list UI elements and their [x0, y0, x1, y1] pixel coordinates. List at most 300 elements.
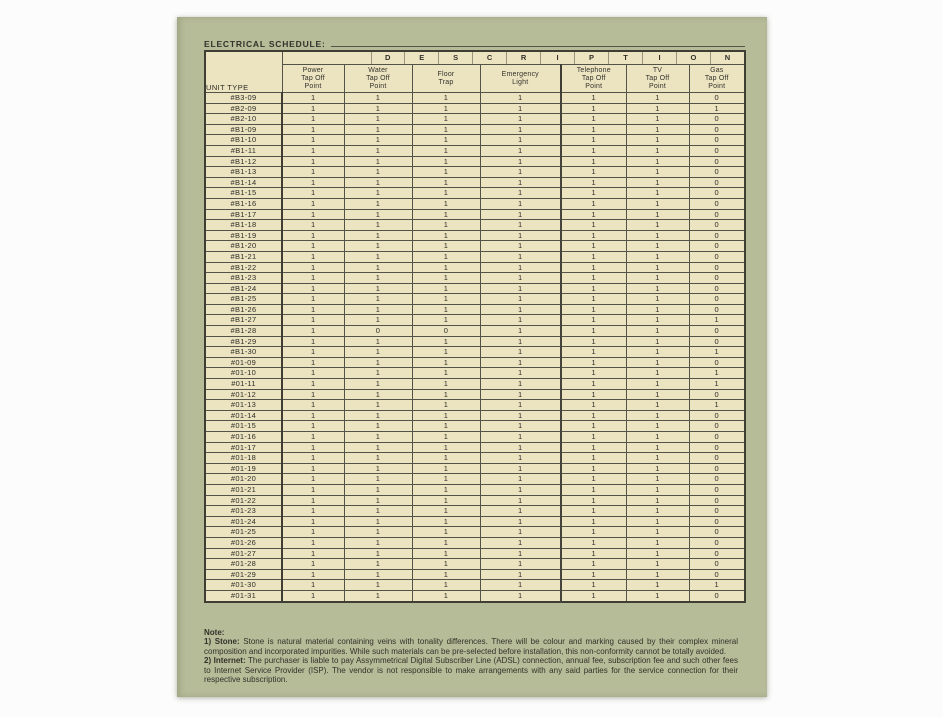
value-cell: 1 — [626, 103, 689, 114]
value-cell: 1 — [344, 495, 412, 506]
value-cell: 1 — [626, 389, 689, 400]
value-cell: 1 — [282, 347, 344, 358]
unit-type-cell: #B1-18 — [205, 220, 282, 231]
value-cell: 1 — [561, 135, 626, 146]
value-cell: 1 — [480, 103, 561, 114]
note-item-stone — [204, 637, 738, 656]
value-cell: 1 — [412, 368, 480, 379]
column-header-power-tap-off-point: Power Tap Off Point — [282, 65, 344, 93]
unit-type-cell: #B1-16 — [205, 198, 282, 209]
value-cell: 1 — [282, 569, 344, 580]
unit-type-cell: #B2-09 — [205, 103, 282, 114]
value-cell: 1 — [561, 569, 626, 580]
title-row — [204, 39, 745, 49]
value-cell: 1 — [412, 262, 480, 273]
value-cell: 1 — [282, 188, 344, 199]
value-cell: 0 — [689, 124, 745, 135]
value-cell: 1 — [626, 569, 689, 580]
table-row — [205, 548, 745, 559]
value-cell: 1 — [344, 188, 412, 199]
value-cell: 1 — [344, 432, 412, 443]
unit-type-cell: #01-09 — [205, 357, 282, 368]
value-cell: 1 — [344, 304, 412, 315]
table-row — [205, 432, 745, 443]
unit-type-cell: #01-28 — [205, 559, 282, 570]
column-header-gas-tap-off-point: Gas Tap Off Point — [689, 65, 745, 93]
value-cell: 1 — [282, 548, 344, 559]
value-cell: 0 — [689, 135, 745, 146]
value-cell: 1 — [480, 453, 561, 464]
table-row — [205, 569, 745, 580]
value-cell: 1 — [480, 527, 561, 538]
value-cell: 1 — [282, 145, 344, 156]
column-header-water-tap-off-point: Water Tap Off Point — [344, 65, 412, 93]
value-cell: 1 — [282, 177, 344, 188]
value-cell: 1 — [689, 103, 745, 114]
value-cell: 1 — [626, 220, 689, 231]
value-cell: 1 — [282, 209, 344, 220]
unit-type-header: UNIT TYPE — [205, 51, 282, 93]
value-cell: 1 — [412, 389, 480, 400]
table-row — [205, 294, 745, 305]
value-cell: 0 — [689, 463, 745, 474]
value-cell: 1 — [412, 432, 480, 443]
value-cell: 1 — [412, 294, 480, 305]
value-cell: 1 — [282, 400, 344, 411]
description-header-row — [205, 51, 745, 65]
value-cell: 0 — [689, 145, 745, 156]
description-letter: C — [472, 52, 506, 64]
value-cell: 1 — [344, 400, 412, 411]
value-cell: 1 — [344, 114, 412, 125]
value-cell: 1 — [282, 283, 344, 294]
value-cell: 1 — [344, 379, 412, 390]
value-cell: 1 — [412, 590, 480, 601]
value-cell: 1 — [626, 93, 689, 104]
value-cell: 1 — [561, 400, 626, 411]
value-cell: 1 — [626, 304, 689, 315]
value-cell: 1 — [480, 135, 561, 146]
unit-type-cell: #01-21 — [205, 484, 282, 495]
value-cell: 1 — [412, 347, 480, 358]
value-cell: 1 — [689, 315, 745, 326]
value-cell: 1 — [412, 251, 480, 262]
unit-type-cell: #B1-26 — [205, 304, 282, 315]
value-cell: 1 — [344, 251, 412, 262]
value-cell: 1 — [480, 241, 561, 252]
value-cell: 1 — [480, 357, 561, 368]
value-cell: 1 — [344, 559, 412, 570]
value-cell: 1 — [561, 167, 626, 178]
value-cell: 1 — [412, 559, 480, 570]
value-cell: 1 — [282, 527, 344, 538]
value-cell: 1 — [282, 262, 344, 273]
value-cell: 1 — [480, 432, 561, 443]
value-cell: 0 — [689, 569, 745, 580]
unit-type-cell: #B1-27 — [205, 315, 282, 326]
value-cell: 1 — [412, 463, 480, 474]
value-cell: 1 — [412, 537, 480, 548]
value-cell: 1 — [561, 251, 626, 262]
value-cell: 1 — [282, 368, 344, 379]
value-cell: 0 — [689, 474, 745, 485]
value-cell: 1 — [561, 421, 626, 432]
unit-type-cell: #01-13 — [205, 400, 282, 411]
value-cell: 1 — [480, 167, 561, 178]
table-row — [205, 516, 745, 527]
value-cell: 0 — [689, 241, 745, 252]
value-cell: 1 — [344, 516, 412, 527]
column-header-telephone-tap-off-point: Telephone Tap Off Point — [561, 65, 626, 93]
table-row — [205, 273, 745, 284]
unit-type-cell: #B1-11 — [205, 145, 282, 156]
value-cell: 1 — [626, 273, 689, 284]
value-cell: 1 — [480, 516, 561, 527]
table-row — [205, 527, 745, 538]
value-cell: 1 — [561, 209, 626, 220]
value-cell: 1 — [626, 495, 689, 506]
value-cell: 1 — [412, 135, 480, 146]
unit-type-cell: #B1-17 — [205, 209, 282, 220]
value-cell: 1 — [344, 347, 412, 358]
value-cell: 1 — [626, 442, 689, 453]
value-cell: 1 — [480, 389, 561, 400]
value-cell: 1 — [412, 527, 480, 538]
value-cell: 1 — [480, 145, 561, 156]
value-cell: 1 — [282, 559, 344, 570]
value-cell: 1 — [282, 474, 344, 485]
unit-type-cell: #01-15 — [205, 421, 282, 432]
table-row — [205, 326, 745, 337]
value-cell: 1 — [344, 410, 412, 421]
value-cell: 1 — [480, 506, 561, 517]
value-cell: 0 — [689, 516, 745, 527]
table-row — [205, 389, 745, 400]
table-row — [205, 188, 745, 199]
unit-type-cell: #B3-09 — [205, 93, 282, 104]
value-cell: 1 — [626, 516, 689, 527]
value-cell: 1 — [561, 357, 626, 368]
table-row — [205, 400, 745, 411]
value-cell: 1 — [282, 389, 344, 400]
table-row — [205, 559, 745, 570]
value-cell: 1 — [282, 304, 344, 315]
unit-type-cell: #01-10 — [205, 368, 282, 379]
value-cell: 1 — [480, 304, 561, 315]
note-stone-text: Stone is natural material containing veins with tonality differences. There will be colour and marking caused by their complex mineral composition and incorporated impurities. While such materials can be pre-selected before installation, this non-conformity cannot be totally avoided. — [204, 637, 738, 656]
value-cell: 1 — [412, 241, 480, 252]
value-cell: 0 — [689, 230, 745, 241]
value-cell: 1 — [480, 209, 561, 220]
value-cell: 1 — [480, 463, 561, 474]
value-cell: 1 — [344, 548, 412, 559]
table-row — [205, 177, 745, 188]
value-cell: 1 — [689, 379, 745, 390]
table-row — [205, 156, 745, 167]
value-cell: 1 — [626, 315, 689, 326]
value-cell: 1 — [561, 379, 626, 390]
description-header-cell — [282, 51, 745, 65]
unit-type-cell: #B1-25 — [205, 294, 282, 305]
value-cell: 1 — [282, 220, 344, 231]
value-cell: 1 — [282, 495, 344, 506]
unit-type-cell: #01-29 — [205, 569, 282, 580]
value-cell: 1 — [344, 442, 412, 453]
value-cell: 1 — [626, 506, 689, 517]
value-cell: 0 — [689, 326, 745, 337]
table-row — [205, 580, 745, 591]
table-row — [205, 315, 745, 326]
column-header-emergency-light: Emergency Light — [480, 65, 561, 93]
value-cell: 1 — [344, 453, 412, 464]
value-cell: 1 — [344, 262, 412, 273]
value-cell: 1 — [282, 453, 344, 464]
value-cell: 1 — [561, 347, 626, 358]
value-cell: 1 — [480, 580, 561, 591]
value-cell: 1 — [412, 114, 480, 125]
value-cell: 1 — [561, 177, 626, 188]
table-row — [205, 590, 745, 601]
value-cell: 1 — [344, 294, 412, 305]
value-cell: 1 — [412, 495, 480, 506]
value-cell: 1 — [626, 198, 689, 209]
table-row — [205, 368, 745, 379]
unit-type-cell: #B1-21 — [205, 251, 282, 262]
value-cell: 1 — [561, 315, 626, 326]
value-cell: 1 — [282, 315, 344, 326]
value-cell: 1 — [344, 93, 412, 104]
column-header-tv-tap-off-point: TV Tap Off Point — [626, 65, 689, 93]
unit-type-cell: #01-12 — [205, 389, 282, 400]
table-row — [205, 230, 745, 241]
value-cell: 1 — [412, 506, 480, 517]
value-cell: 0 — [689, 262, 745, 273]
unit-type-cell: #B1-19 — [205, 230, 282, 241]
value-cell: 1 — [282, 114, 344, 125]
value-cell: 0 — [689, 590, 745, 601]
value-cell: 1 — [626, 559, 689, 570]
value-cell: 1 — [480, 188, 561, 199]
value-cell: 1 — [626, 580, 689, 591]
value-cell: 1 — [412, 410, 480, 421]
value-cell: 1 — [344, 156, 412, 167]
value-cell: 1 — [626, 347, 689, 358]
value-cell: 1 — [626, 432, 689, 443]
unit-type-cell: #B1-23 — [205, 273, 282, 284]
value-cell: 0 — [689, 156, 745, 167]
value-cell: 1 — [626, 357, 689, 368]
value-cell: 1 — [626, 453, 689, 464]
value-cell: 1 — [561, 283, 626, 294]
unit-type-cell: #01-25 — [205, 527, 282, 538]
value-cell: 0 — [689, 537, 745, 548]
value-cell: 1 — [626, 262, 689, 273]
value-cell: 1 — [561, 230, 626, 241]
table-row — [205, 251, 745, 262]
value-cell: 1 — [344, 273, 412, 284]
value-cell: 1 — [561, 220, 626, 231]
schedule-title: ELECTRICAL SCHEDULE: — [204, 39, 326, 49]
value-cell: 1 — [344, 357, 412, 368]
value-cell: 1 — [561, 389, 626, 400]
value-cell: 1 — [412, 198, 480, 209]
value-cell: 1 — [480, 537, 561, 548]
value-cell: 1 — [561, 368, 626, 379]
unit-type-cell: #01-20 — [205, 474, 282, 485]
value-cell: 1 — [561, 559, 626, 570]
unit-type-cell: #01-17 — [205, 442, 282, 453]
value-cell: 1 — [561, 506, 626, 517]
value-cell: 1 — [480, 400, 561, 411]
value-cell: 1 — [561, 114, 626, 125]
value-cell: 1 — [480, 410, 561, 421]
value-cell: 1 — [344, 336, 412, 347]
value-cell: 1 — [626, 400, 689, 411]
value-cell: 1 — [561, 273, 626, 284]
value-cell: 1 — [626, 410, 689, 421]
table-row — [205, 93, 745, 104]
value-cell: 0 — [689, 527, 745, 538]
value-cell: 1 — [561, 304, 626, 315]
value-cell: 1 — [626, 135, 689, 146]
value-cell: 1 — [412, 188, 480, 199]
value-cell: 1 — [412, 379, 480, 390]
value-cell: 0 — [689, 442, 745, 453]
value-cell: 1 — [412, 484, 480, 495]
unit-type-cell: #B1-29 — [205, 336, 282, 347]
value-cell: 0 — [689, 209, 745, 220]
description-letter: I — [540, 52, 574, 64]
unit-type-cell: #01-27 — [205, 548, 282, 559]
value-cell: 1 — [561, 188, 626, 199]
table-row — [205, 410, 745, 421]
description-letter: P — [574, 52, 608, 64]
value-cell: 1 — [282, 241, 344, 252]
unit-type-cell: #B1-13 — [205, 167, 282, 178]
note-heading: Note: — [204, 628, 225, 637]
value-cell: 1 — [344, 421, 412, 432]
value-cell: 1 — [626, 209, 689, 220]
value-cell: 0 — [689, 167, 745, 178]
value-cell: 1 — [626, 124, 689, 135]
value-cell: 1 — [561, 463, 626, 474]
value-cell: 1 — [344, 283, 412, 294]
value-cell: 1 — [561, 495, 626, 506]
description-letters — [283, 52, 745, 64]
value-cell: 1 — [412, 516, 480, 527]
unit-type-cell: #B2-10 — [205, 114, 282, 125]
value-cell: 1 — [561, 537, 626, 548]
table-row — [205, 124, 745, 135]
value-cell: 1 — [412, 93, 480, 104]
value-cell: 1 — [412, 145, 480, 156]
value-cell: 1 — [626, 251, 689, 262]
value-cell: 0 — [689, 410, 745, 421]
description-letter: D — [371, 52, 405, 64]
value-cell: 1 — [412, 220, 480, 231]
value-cell: 0 — [689, 188, 745, 199]
value-cell: 1 — [480, 569, 561, 580]
value-cell: 1 — [480, 220, 561, 231]
value-cell: 0 — [689, 336, 745, 347]
unit-type-cell: #01-31 — [205, 590, 282, 601]
value-cell: 1 — [561, 527, 626, 538]
value-cell: 1 — [480, 590, 561, 601]
unit-type-cell: #01-11 — [205, 379, 282, 390]
value-cell: 1 — [344, 209, 412, 220]
value-cell: 1 — [282, 198, 344, 209]
value-cell: 1 — [480, 474, 561, 485]
value-cell: 1 — [344, 230, 412, 241]
value-cell: 1 — [480, 93, 561, 104]
value-cell: 1 — [626, 114, 689, 125]
value-cell: 1 — [412, 442, 480, 453]
value-cell: 1 — [282, 103, 344, 114]
value-cell: 1 — [282, 506, 344, 517]
table-row — [205, 537, 745, 548]
value-cell: 1 — [412, 453, 480, 464]
value-cell: 1 — [282, 537, 344, 548]
value-cell: 1 — [626, 537, 689, 548]
value-cell: 1 — [344, 198, 412, 209]
value-cell: 0 — [689, 357, 745, 368]
description-letter: S — [438, 52, 472, 64]
value-cell: 0 — [689, 495, 745, 506]
unit-type-cell: #B1-14 — [205, 177, 282, 188]
note-internet-label: 2) Internet: — [204, 656, 246, 666]
value-cell: 1 — [412, 124, 480, 135]
table-row — [205, 103, 745, 114]
value-cell: 1 — [282, 463, 344, 474]
value-cell: 1 — [282, 251, 344, 262]
unit-type-cell: #01-16 — [205, 432, 282, 443]
value-cell: 1 — [561, 453, 626, 464]
value-cell: 1 — [282, 93, 344, 104]
value-cell: 1 — [561, 432, 626, 443]
value-cell: 1 — [561, 548, 626, 559]
value-cell: 1 — [282, 421, 344, 432]
value-cell: 0 — [689, 273, 745, 284]
value-cell: 1 — [626, 230, 689, 241]
value-cell: 1 — [412, 273, 480, 284]
value-cell: 1 — [480, 230, 561, 241]
table-row — [205, 241, 745, 252]
value-cell: 1 — [626, 590, 689, 601]
table-row — [205, 421, 745, 432]
value-cell: 1 — [626, 421, 689, 432]
value-cell: 1 — [412, 156, 480, 167]
value-cell: 1 — [412, 209, 480, 220]
table-row — [205, 484, 745, 495]
note-block — [204, 628, 738, 684]
column-header-row — [205, 65, 745, 93]
unit-type-cell: #01-14 — [205, 410, 282, 421]
table-row — [205, 336, 745, 347]
value-cell: 0 — [689, 484, 745, 495]
value-cell: 1 — [480, 315, 561, 326]
table-row — [205, 198, 745, 209]
value-cell: 1 — [689, 400, 745, 411]
value-cell: 1 — [344, 220, 412, 231]
value-cell: 1 — [626, 463, 689, 474]
value-cell: 1 — [561, 198, 626, 209]
value-cell: 1 — [561, 580, 626, 591]
table-row — [205, 304, 745, 315]
value-cell: 1 — [412, 580, 480, 591]
table-row — [205, 114, 745, 125]
value-cell: 1 — [282, 590, 344, 601]
value-cell: 1 — [282, 156, 344, 167]
